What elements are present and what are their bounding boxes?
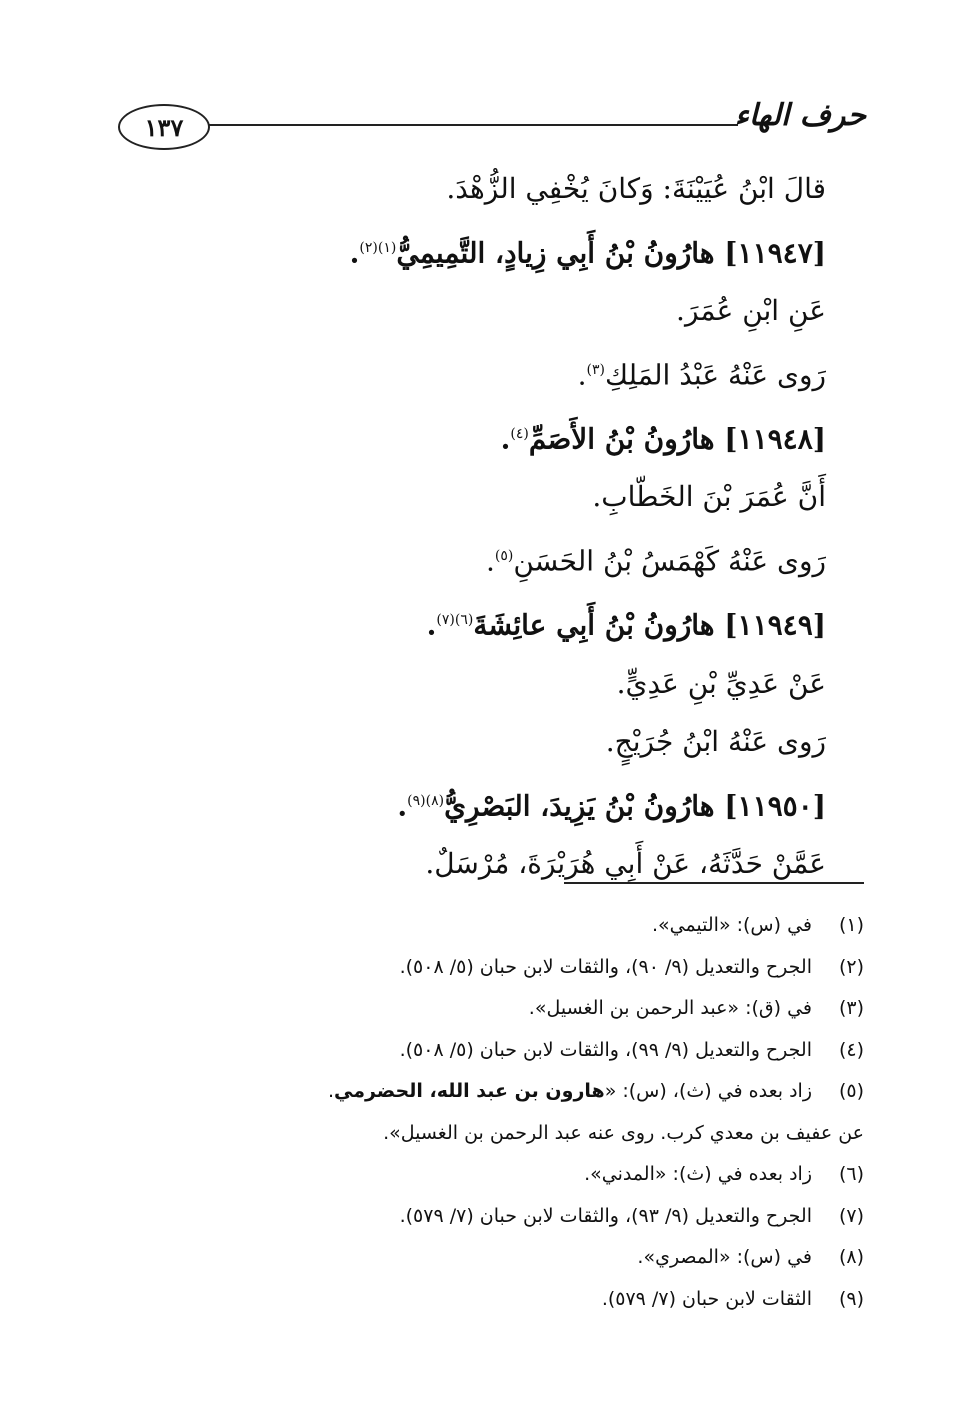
footnote-number: (٤) xyxy=(838,1038,864,1061)
footnote-text: الجرح والتعديل (٩/ ٩٠)، والثقات لابن حبان (٥/ ٥٠٨). xyxy=(399,955,812,978)
footnote-item xyxy=(304,988,864,1030)
footnote-text: في (س): «المصري». xyxy=(637,1246,812,1268)
footnote-item xyxy=(304,1154,864,1196)
text-line: رَوى عَنْهُ ابْنُ جُرَيْجٍ. xyxy=(605,725,826,759)
footnote-number: (٦) xyxy=(838,1163,864,1185)
entry-heading: [١١٩٤٨] هارُونُ بْنُ الأَصَمِّ$^{(٤)}$. xyxy=(500,421,826,455)
footnote-number: (١) xyxy=(838,914,864,936)
text-line: رَوى عَنْهُ كَهْمَسُ بْنُ الحَسَنِ$^{(٥)}$. xyxy=(485,544,826,578)
footnote-item xyxy=(304,947,864,989)
footnote-number: (٩) xyxy=(838,1287,864,1310)
footnote-item xyxy=(304,1279,864,1321)
footnote-text: الجرح والتعديل (٩/ ٩٩)، والثقات لابن حبان (٥/ ٥٠٨). xyxy=(399,1038,812,1061)
footnote-item xyxy=(304,1030,864,1072)
footnote-separator xyxy=(564,882,864,884)
footnote-text: الثقات لابن حبان (٧/ ٥٧٩). xyxy=(601,1287,812,1310)
text-line: أَنَّ عُمَرَ بْنَ الخَطّابِ. xyxy=(592,480,826,514)
footnote-item xyxy=(304,1071,864,1113)
footnote-number: (٣) xyxy=(838,997,864,1019)
footnote-ref[interactable]: (٨)(٩) xyxy=(407,792,445,809)
entry-heading: [١١٩٤٧] هارُونُ بْنُ أَبِي زِيادٍ، التَّمِيمِيُّ$^{(١)(٢)}$. xyxy=(349,235,826,269)
text-line: عَنِ ابْنِ عُمَرَ. xyxy=(676,294,826,328)
footnote-number: (٥) xyxy=(838,1080,864,1102)
chapter-title: حرف الهاء xyxy=(734,98,866,133)
entry-heading: [١١٩٤٩] هارُونُ بْنُ أَبِي عائِشَةَ$^{(٦)(٧)}$. xyxy=(426,608,826,642)
text-line: عَنْ عَدِيِّ بْنِ عَدِيٍّ. xyxy=(616,666,826,700)
footnote-number: (٨) xyxy=(838,1246,864,1268)
footnote-item xyxy=(304,1237,864,1279)
footnote-ref[interactable]: (٥) xyxy=(494,547,514,564)
footnote-text: زاد بعده في (ث)، (س): «هارون بن عبد الله، الحضرمي. xyxy=(327,1080,812,1102)
page-number: ١٣٧ xyxy=(118,104,210,150)
footnote-number: (٧) xyxy=(838,1204,864,1227)
footnote-text: زاد بعده في (ث): «المدني». xyxy=(584,1163,812,1185)
entry-heading: [١١٩٥٠] هارُونُ بْنُ يَزِيدَ، البَصْرِيُّ$^{(٨)(٩)}$. xyxy=(397,788,826,822)
footnotes xyxy=(304,905,864,1320)
page-header xyxy=(118,98,866,158)
header-rule xyxy=(204,124,738,126)
footnote-text: في (ق): «عبد الرحمن بن الغسيل». xyxy=(528,997,812,1019)
footnote-text: في (س): «التيمي». xyxy=(651,914,812,936)
footnote-ref[interactable]: (٦)(٧) xyxy=(436,611,474,628)
footnote-item xyxy=(304,1196,864,1238)
text-line: عَمَّنْ حَدَّثَهُ، عَنْ أَبِي هُرَيْرَةَ، مُرْسَلٌ. xyxy=(425,847,826,881)
footnote-item xyxy=(304,905,864,947)
footnote-continuation: عن عفيف بن معدي كرب. روى عنه عبد الرحمن بن الغسيل». xyxy=(383,1121,864,1144)
text-line: رَوى عَنْهُ عَبْدُ المَلِكِ$^{(٣)}$. xyxy=(577,358,826,392)
footnote-ref[interactable]: (٤) xyxy=(510,425,529,442)
footnote-text: الجرح والتعديل (٩/ ٩٣)، والثقات لابن حبان (٧/ ٥٧٩). xyxy=(399,1204,812,1227)
footnote-ref[interactable]: (٣) xyxy=(586,361,605,378)
main-text xyxy=(266,160,826,894)
footnote-number: (٢) xyxy=(838,955,864,978)
footnote-ref[interactable]: (١)(٢) xyxy=(359,239,397,256)
text-line: قالَ ابْنُ عُيَيْنَةَ: وَكانَ يُخْفِي الزُّهْدَ. xyxy=(446,172,826,205)
